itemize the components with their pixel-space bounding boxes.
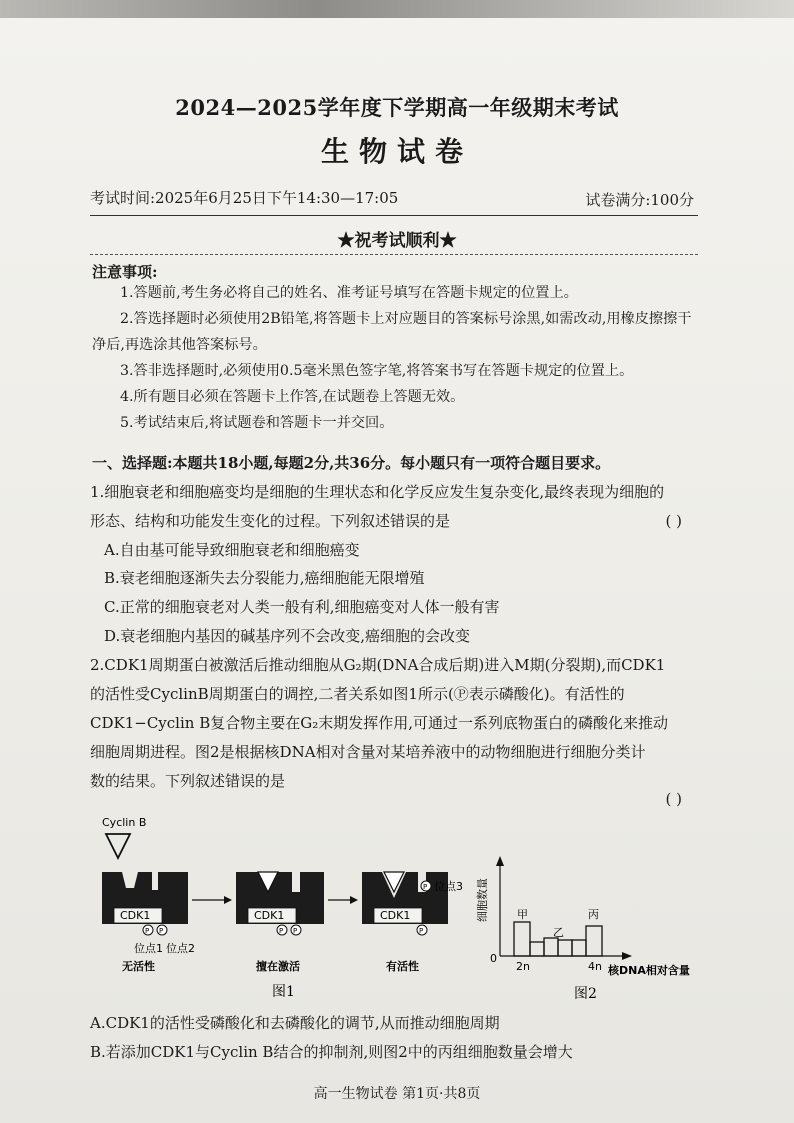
subject-title: 生物试卷 xyxy=(320,135,473,168)
q2-stem-line: 细胞周期进程。图2是根据核DNA相对含量对某培养液中的动物细胞进行细胞分类计 xyxy=(90,743,646,761)
q1-option-d: D.衰老细胞内基因的碱基序列不会改变,癌细胞的会改变 xyxy=(104,627,471,645)
cdk1-label: CDK1 xyxy=(380,909,411,922)
notice-list xyxy=(92,280,702,436)
exam-time: 考试时间:2025年6月25日下午14:30—17:05 xyxy=(90,189,399,207)
figure-1 xyxy=(96,812,486,1002)
figure-2 xyxy=(476,852,708,1002)
arrow-head xyxy=(224,896,232,904)
site3-label: 位点3 xyxy=(434,880,463,893)
phospho-mark: P xyxy=(423,883,428,891)
bar-group-b xyxy=(530,942,544,956)
x-tick-2n: 2n xyxy=(516,960,530,973)
q2-stem-line: CDK1−Cyclin B复合物主要在G₂末期发挥作用,可通过一系列底物蛋白的磷酸化来推动 xyxy=(90,714,668,732)
q1-stem-line2: 形态、结构和功能发生变化的过程。下列叙述错误的是 xyxy=(90,512,451,530)
notice-heading: 注意事项: xyxy=(92,263,158,281)
phospho-mark: P xyxy=(145,927,150,935)
origin-label: 0 xyxy=(490,952,497,965)
phospho-mark: P xyxy=(293,927,298,935)
q1-stem-line1: 1.细胞衰老和细胞癌变均是细胞的生理状态和化学反应发生复杂变化,最终表现为细胞的 xyxy=(90,483,665,501)
q2-option-a: A.CDK1的活性受磷酸化和去磷酸化的调节,从而推动细胞周期 xyxy=(90,1014,500,1032)
notice-item: 3.答非选择题时,必须使用0.5毫米黑色签字笔,将答案书写在答题卡规定的位置上。 xyxy=(120,363,634,379)
cyclin-label: Cyclin B xyxy=(102,816,147,829)
q2-stem-line: 数的结果。下列叙述错误的是 xyxy=(90,772,286,790)
cdk1-inactive xyxy=(102,872,188,935)
bar-group-b xyxy=(558,940,572,956)
bar-group-a xyxy=(514,922,530,956)
q2-option-b: B.若添加CDK1与Cyclin B结合的抑制剂,则图2中的丙组细胞数量会增大 xyxy=(90,1043,573,1061)
divider xyxy=(90,215,698,216)
figure1-caption: 图1 xyxy=(272,984,295,1000)
q1-option-a: A.自由基可能导致细胞衰老和细胞癌变 xyxy=(104,541,360,559)
cdk1-label: CDK1 xyxy=(254,909,285,922)
exam-title: 2024—2025学年度下学期高一年级期末考试 xyxy=(175,95,619,120)
bar-group-b xyxy=(544,938,558,956)
q1-answer-paren: ( ) xyxy=(665,512,682,530)
site1-label: 位点1 xyxy=(134,942,163,955)
notice-item: 1.答题前,考生务必将自己的姓名、准考证号填写在答题卡规定的位置上。 xyxy=(120,285,578,301)
q1-option-c: C.正常的细胞衰老对人类一般有利,细胞癌变对人体一般有害 xyxy=(104,598,500,616)
notice-item: 4.所有题目必须在答题卡上作答,在试题卷上答题无效。 xyxy=(120,389,465,405)
full-score: 试卷满分:100分 xyxy=(585,191,694,209)
q2-stem-line: 的活性受CyclinB周期蛋白的调控,二者关系如图1所示(Ⓟ表示磷酸化)。有活性的 xyxy=(90,685,625,703)
q2-answer-paren: ( ) xyxy=(665,790,682,808)
group-c-label: 丙 xyxy=(588,908,599,921)
state-inactive: 无活性 xyxy=(122,960,155,973)
section-heading: 一、选择题:本题共18小题,每题2分,共36分。每小题只有一项符合题目要求。 xyxy=(92,454,611,472)
scan-edge xyxy=(0,0,794,18)
figure2-caption: 图2 xyxy=(574,986,597,1002)
fig2-xlabel: 核DNA相对含量 xyxy=(608,964,690,977)
cyclin-b-triangle xyxy=(106,834,130,858)
notice-item: 2.答选择题时必须使用2B铅笔,将答题卡上对应题目的答案标号涂黑,如需改动,用橡皮擦擦干净后,再选涂其他答案标号。 xyxy=(92,311,692,353)
q2-stem-line: 2.CDK1周期蛋白被激活后推动细胞从G₂期(DNA合成后期)进入M期(分裂期),而CDK1 xyxy=(90,656,666,674)
state-activating: 擅在激活 xyxy=(256,960,300,973)
state-active: 有活性 xyxy=(386,960,419,973)
phospho-mark: P xyxy=(279,927,284,935)
y-axis-arrow xyxy=(496,856,504,866)
bar-group-c xyxy=(586,926,602,956)
phospho-mark: P xyxy=(419,927,424,935)
q1-option-b: B.衰老细胞逐渐失去分裂能力,癌细胞能无限增殖 xyxy=(104,569,425,587)
phospho-mark: P xyxy=(159,927,164,935)
group-a-label: 甲 xyxy=(517,908,528,921)
site2-label: 位点2 xyxy=(166,942,195,955)
blessing: ★祝考试顺利★ xyxy=(337,231,457,251)
bar-group-b xyxy=(572,940,586,956)
x-tick-4n: 4n xyxy=(588,960,602,973)
x-axis-arrow xyxy=(622,952,632,960)
group-b-label: 乙 xyxy=(553,926,564,939)
page-footer: 高一生物试卷 第1页·共8页 xyxy=(313,1086,481,1102)
cdk1-label: CDK1 xyxy=(120,909,151,922)
notice-item: 5.考试结束后,将试题卷和答题卡一并交回。 xyxy=(120,415,394,431)
arrow-head xyxy=(350,896,358,904)
cdk1-activating xyxy=(236,872,324,935)
divider xyxy=(90,254,698,255)
fig2-ylabel: 细胞数量 xyxy=(476,878,489,922)
